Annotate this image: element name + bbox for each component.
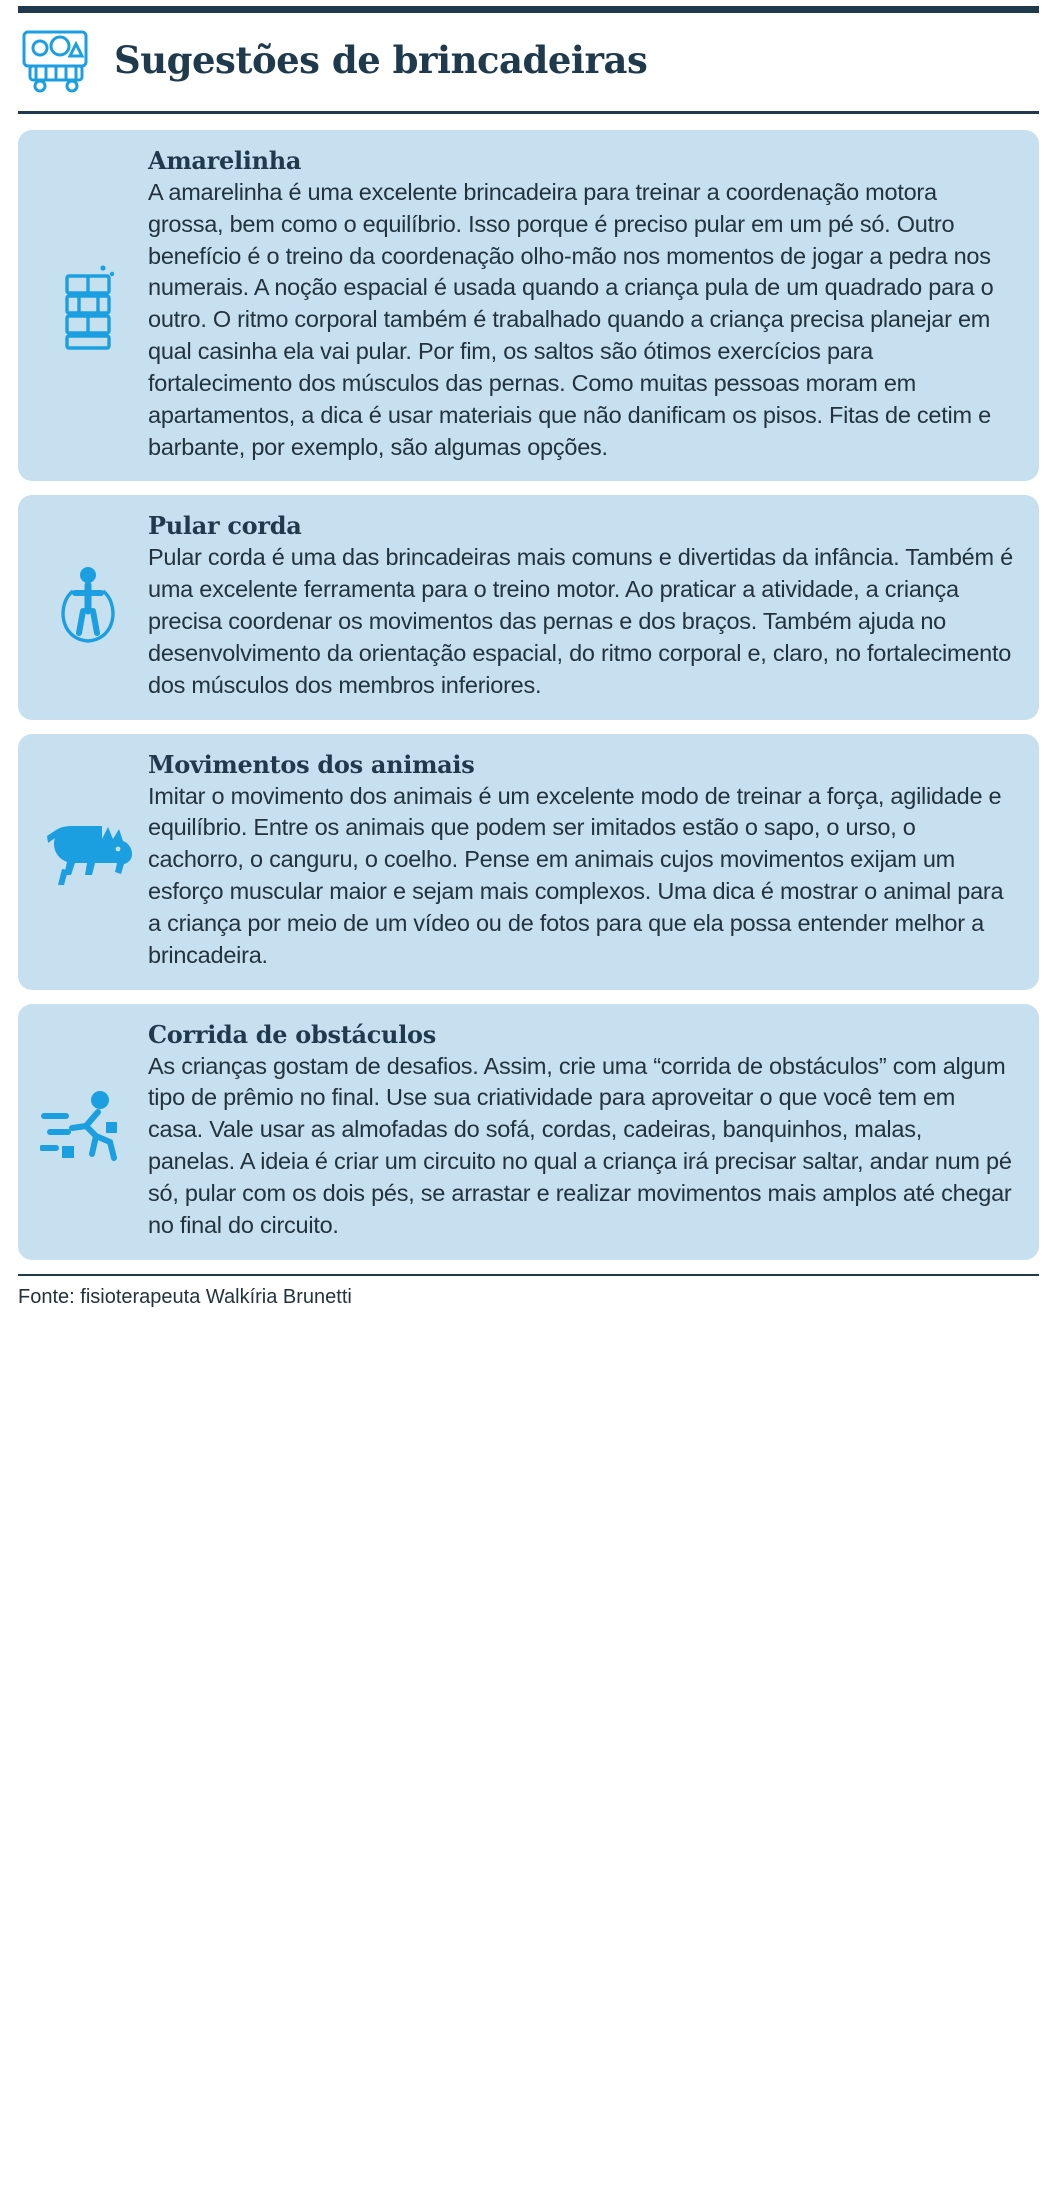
card-text: A amarelinha é uma excelente brincadeira para treinar a coordenação motora grossa, bem como o equilíbrio. Isso porque é preciso pular em um pé só. Outro benefício é o treino da coordenação olho-mão nos momentos de jogar a pedra nos numerais. A noção espacial é usada quando a criança pula de um quadrado para o outro. O ritmo corporal também é trabalhado quando a criança precisa planejar em qual casinha ela vai pular. Por fim, os saltos são ótimos exercícios para fortalecimento dos músculos das pernas. Como muitas pessoas moram em apartamentos, a dica é usar materiais que não danificam os pisos. Fitas de cetim e barbante, por exemplo, são algumas opções.	[148, 179, 994, 460]
card-title: Amarelinha	[148, 146, 302, 175]
card-text: Pular corda é uma das brincadeiras mais comuns e divertidas da infância. Também é uma excelente ferramenta para o treino motor. Ao praticar a atividade, a criança precisa coordenar os movimentos das pernas e dos braços. Também ajuda no desenvolvimento da orientação espacial, do ritmo corporal e, claro, no fortalecimento dos músculos dos membros inferiores.	[148, 544, 1013, 698]
dog-icon	[28, 825, 148, 897]
source-footer: Fonte: fisioterapeuta Walkíria Brunetti	[18, 1274, 1039, 1321]
running-obstacle-icon	[28, 1088, 148, 1174]
top-rule	[18, 6, 1039, 13]
toy-cart-icon	[18, 25, 96, 95]
card-title: Pular corda	[148, 511, 302, 541]
card-text: As crianças gostam de desafios. Assim, crie uma “corrida de obstáculos” com algum tipo de prêmio no final. Use sua criatividade para aproveitar o que você tem em casa. Vale usar as almofadas do sofá, cordas, cadeiras, banquinhos, malas, panelas. A ideia é criar um circuito no qual a criança irá precisar saltar, andar num pé só, pular com os dois pés, se arrastar e realizar movimentos mais amplos até chegar no final do circuito.	[148, 1052, 1012, 1238]
page-title: Sugestões de brincadeiras	[114, 38, 648, 82]
card-amarelinha	[18, 130, 1039, 481]
card-pular-corda	[18, 495, 1039, 719]
card-movimentos-dos-animais	[18, 734, 1039, 990]
page-header	[18, 13, 1039, 114]
card-title: Movimentos dos animais	[148, 749, 475, 779]
hopscotch-grid-icon	[28, 260, 148, 350]
cards-list	[18, 114, 1039, 1260]
card-corrida-de-obstaculos	[18, 1004, 1039, 1260]
infographic-page	[0, 6, 1057, 1321]
card-text: Imitar o movimento dos animais é um excelente modo de treinar a força, agilidade e equilíbrio. Entre os animais que podem ser imitados estão o sapo, o urso, o cachorro, o canguru, o coelho. Pense em animais cujos movimentos exijam um esforço muscular maior e sejam mais complexos. Uma dica é mostrar o animal para a criança por meio de um vídeo ou de fotos para que ela possa entender melhor a brincadeira.	[148, 782, 1004, 968]
card-title: Corrida de obstáculos	[148, 1019, 436, 1049]
jump-rope-icon	[28, 559, 148, 655]
